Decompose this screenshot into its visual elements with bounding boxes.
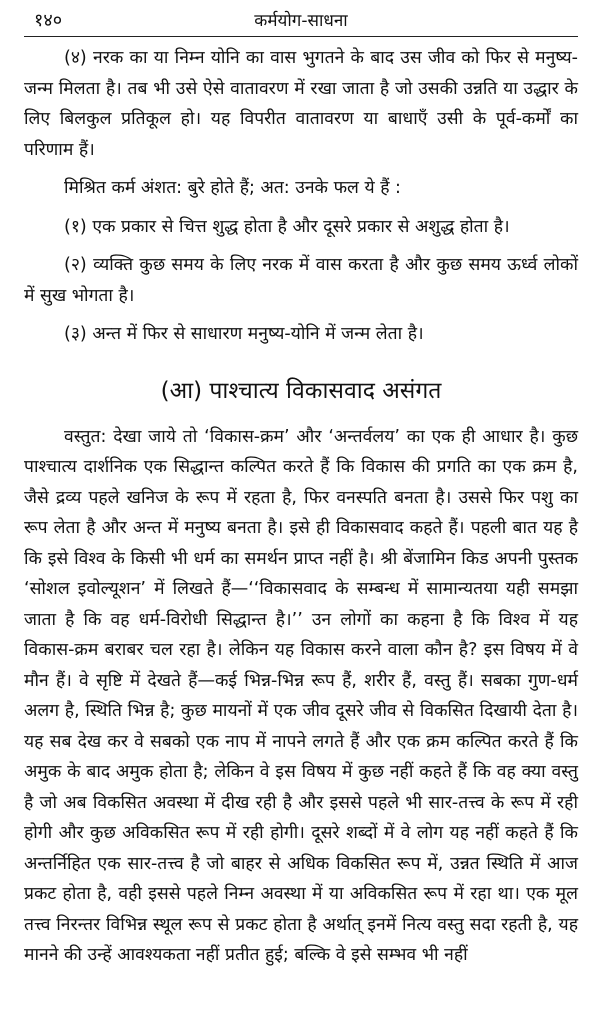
paragraph-4-rebirth: (४) नरक का या निम्न योनि का वास भुगतने के बाद उस जीव को फिर से मनुष्य-जन्म मिलता है। तब भी उसे ऐसे वातावरण में रखा जाता है जो उसकी उन्नति या उद्धार के लिए बिलकुल प्रतिकूल हो। यह विपरीत वातावरण या बाधाएँ उसी के पूर्व-कर्मों का परिणाम हैं। <box>24 48 578 160</box>
section-paragraph: वस्तुत: देखा जाये तो ‘विकास-क्रम’ और ‘अन्तर्वलय’ का एक ही आधार है। कुछ पाश्चात्य दार्शनिक एक सिद्धान्त कल्पित करते हैं कि विकास की प्रगति का एक क्रम है, जैसे द्रव्य पहले खनिज के रूप में रहता है, फिर वनस्पति बनता है। उससे फिर पशु का रूप लेता है और अन्त में मनुष्य बनता है। इसे ही विकासवाद कहते हैं। पहली बात यह है कि इसे विश्व के किसी भी धर्म का समर्थन प्राप्त नहीं है। श्री बेंजामिन किड अपनी पुस्तक ‘सोशल इवोल्यूशन’ में लिखते हैं—‘‘विकासवाद के सम्बन्ध में सामान्यतया यही समझा जाता है कि वह धर्म-विरोधी सिद्धान्त है।’’ उन लोगों का कहना है कि विश्व में यह विकास-क्रम बराबर चल रहा है। लेकिन यह विकास करने वाला कौन है? इस विषय में वे मौन हैं। वे सृष्टि में देखते हैं—कई भिन्न-भिन्न रूप हैं, शरीर हैं, वस्तु हैं। सबका गुण-धर्म अलग है, स्थिति भिन्न है; कुछ मायनों में एक जीव दूसरे जीव से विकसित दिखायी देता है। यह सब देख कर वे सबको एक नाप में नापने लगते हैं और एक क्रम कल्पित करते हैं कि अमुक के बाद अमुक होता है; लेकिन वे इस विषय में कुछ नहीं कहते हैं कि वह क्या वस्तु है जो अब विकसित अवस्था में दीख रही है और इससे पहले भी सार-तत्त्व के रूप में रही होगी और कुछ अविकसित रूप में रही होगी। दूसरे शब्दों में वे लोग यह नहीं कहते हैं कि अन्तर्निहित एक सार-तत्त्व है जो बाहर से अधिक विकसित रूप में, उन्नत स्थिति में आज प्रकट होता है, वही इससे पहले निम्न अवस्था में या अविकसित रूप में रहा था। एक मूल तत्त्व निरन्तर विभिन्न स्थूल रूप से प्रकट होता है अर्थात् इनमें नित्य वस्तु सदा रहती है, यह मानने की उन्हें आवश्यकता नहीं प्रतीत हुई; बल्कि वे इसे सम्भव भी नहीं <box>24 426 578 965</box>
page-number: १४० <box>34 10 63 31</box>
header-rule <box>24 36 578 37</box>
list-item-2: (२) व्यक्ति कुछ समय के लिए नरक में वास करता है और कुछ समय ऊर्ध्व लोकों में सुख भोगता है। <box>24 255 578 306</box>
list-item-3: (३) अन्त में फिर से साधारण मनुष्य-योनि में जन्म लेता है। <box>64 324 424 344</box>
running-title: कर्मयोग-साधना <box>254 11 348 31</box>
paragraph-mixed-karma: मिश्रित कर्म अंशत: बुरे होते हैं; अत: उनके फल ये हैं : <box>64 178 401 198</box>
section-heading: (आ) पाश्चात्य विकासवाद असंगत <box>160 377 442 404</box>
page-header <box>24 0 578 36</box>
list-item-1: (१) एक प्रकार से चित्त शुद्ध होता है और दूसरे प्रकार से अशुद्ध होता है। <box>64 216 510 237</box>
